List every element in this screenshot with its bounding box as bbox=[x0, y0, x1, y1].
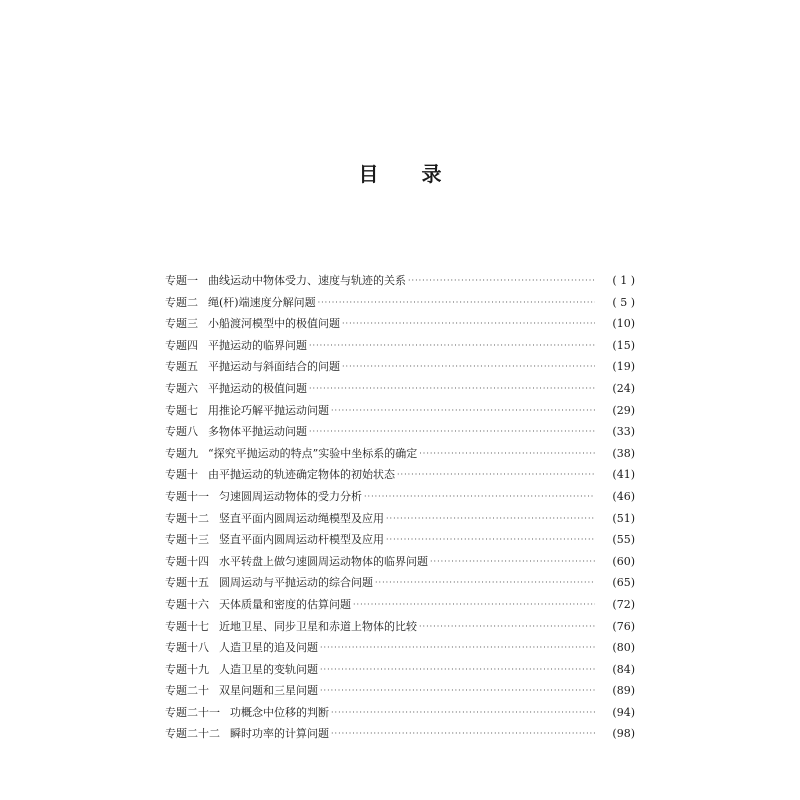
toc-entry-number: 专题四 bbox=[165, 338, 198, 352]
leader-dots bbox=[320, 659, 595, 681]
toc-entry[interactable] bbox=[165, 443, 635, 465]
toc-entry[interactable] bbox=[165, 356, 635, 378]
toc-entry-number: 专题七 bbox=[165, 403, 198, 417]
toc-entry-number: 专题十七 bbox=[165, 619, 209, 633]
leader-dots bbox=[386, 529, 595, 551]
toc-entry-title: 竖直平面内圆周运动绳模型及应用 bbox=[219, 511, 384, 525]
leader-dots bbox=[320, 637, 595, 659]
toc-entry[interactable] bbox=[165, 270, 635, 292]
toc-entry[interactable] bbox=[165, 313, 635, 335]
toc-entry-number: 专题五 bbox=[165, 360, 198, 374]
toc-entry[interactable] bbox=[165, 292, 635, 314]
toc-entry-title: 绳(杆)端速度分解问题 bbox=[208, 295, 316, 309]
toc-entry-title: 瞬时功率的计算问题 bbox=[230, 727, 329, 741]
toc-entry-title: 功概念中位移的判断 bbox=[230, 705, 329, 719]
toc-entry-title: 由平抛运动的轨迹确定物体的初始状态 bbox=[208, 468, 395, 482]
toc-entry-page: ( 94 ) bbox=[597, 702, 635, 724]
toc-entry-title: 平抛运动的临界问题 bbox=[208, 338, 307, 352]
toc-entry-title: 小船渡河模型中的极值问题 bbox=[208, 317, 340, 331]
toc-entry[interactable] bbox=[165, 529, 635, 551]
toc-entry-number: 专题十九 bbox=[165, 662, 209, 676]
toc-entry-title: 圆周运动与平抛运动的综合问题 bbox=[219, 576, 373, 590]
toc-entry[interactable] bbox=[165, 637, 635, 659]
toc-entry-page: ( 84 ) bbox=[597, 659, 635, 681]
toc-entry-page: ( 46 ) bbox=[597, 486, 635, 508]
toc-entry-number: 专题一 bbox=[165, 274, 198, 287]
leader-dots bbox=[397, 464, 595, 486]
toc-entry-title: 天体质量和密度的估算问题 bbox=[219, 597, 351, 611]
toc-entry-number: 专题六 bbox=[165, 381, 198, 395]
toc-entry-page: ( 38 ) bbox=[597, 443, 635, 465]
toc-entry[interactable] bbox=[165, 616, 635, 638]
leader-dots bbox=[419, 616, 595, 638]
toc-entry-number: 专题十六 bbox=[165, 597, 209, 611]
leader-dots bbox=[318, 292, 595, 314]
toc-entry-number: 专题八 bbox=[165, 425, 198, 439]
toc-entry-number: 专题二十二 bbox=[165, 727, 220, 741]
toc-entry-number: 专题十二 bbox=[165, 511, 209, 525]
leader-dots bbox=[353, 594, 595, 616]
toc-entry[interactable] bbox=[165, 378, 635, 400]
toc-entry[interactable] bbox=[165, 723, 635, 745]
toc-entry-page: ( 41 ) bbox=[597, 464, 635, 486]
toc-entry-title: 用推论巧解平抛运动问题 bbox=[208, 403, 329, 417]
toc-entry-number: 专题二十 bbox=[165, 684, 209, 698]
table-of-contents bbox=[165, 270, 635, 745]
toc-entry-page: ( 15 ) bbox=[597, 335, 635, 357]
toc-entry-page: ( 98 ) bbox=[597, 723, 635, 745]
toc-entry[interactable] bbox=[165, 680, 635, 702]
leader-dots bbox=[342, 356, 595, 378]
toc-entry[interactable] bbox=[165, 572, 635, 594]
toc-entry[interactable] bbox=[165, 594, 635, 616]
toc-entry-page: ( 19 ) bbox=[597, 356, 635, 378]
toc-entry[interactable] bbox=[165, 335, 635, 357]
leader-dots bbox=[309, 335, 595, 357]
toc-entry-page: ( 51 ) bbox=[597, 508, 635, 530]
toc-entry-title: 人造卫星的追及问题 bbox=[219, 641, 318, 655]
toc-entry[interactable] bbox=[165, 551, 635, 573]
toc-entry-number: 专题十四 bbox=[165, 554, 209, 568]
toc-entry-title: “探究平抛运动的特点”实验中坐标系的确定 bbox=[208, 446, 418, 460]
toc-entry-page: ( 5 ) bbox=[597, 292, 635, 314]
toc-entry-page: ( 76 ) bbox=[597, 616, 635, 638]
toc-entry[interactable] bbox=[165, 421, 635, 443]
leader-dots bbox=[309, 421, 595, 443]
leader-dots bbox=[419, 443, 595, 465]
toc-entry-number: 专题九 bbox=[165, 446, 198, 460]
toc-entry-number: 专题十八 bbox=[165, 641, 209, 655]
toc-entry-title: 水平转盘上做匀速圆周运动物体的临界问题 bbox=[219, 554, 428, 568]
toc-entry[interactable] bbox=[165, 508, 635, 530]
toc-entry-page: ( 24 ) bbox=[597, 378, 635, 400]
toc-entry-title: 平抛运动与斜面结合的问题 bbox=[208, 360, 340, 374]
leader-dots bbox=[386, 508, 595, 530]
leader-dots bbox=[320, 680, 595, 702]
toc-entry-title: 匀速圆周运动物体的受力分析 bbox=[219, 489, 362, 503]
leader-dots bbox=[309, 378, 595, 400]
toc-entry[interactable] bbox=[165, 659, 635, 681]
toc-entry-number: 专题二 bbox=[165, 295, 198, 309]
toc-entry-title: 人造卫星的变轨问题 bbox=[219, 662, 318, 676]
page-title: 目 录 bbox=[358, 162, 460, 186]
toc-entry-title: 双星问题和三星问题 bbox=[219, 684, 318, 698]
toc-entry-number: 专题十五 bbox=[165, 576, 209, 590]
leader-dots bbox=[331, 702, 595, 724]
toc-entry-page: ( 60 ) bbox=[597, 551, 635, 573]
toc-entry-title: 平抛运动的极值问题 bbox=[208, 381, 307, 395]
toc-entry[interactable] bbox=[165, 464, 635, 486]
leader-dots bbox=[408, 270, 595, 292]
toc-entry-page: ( 80 ) bbox=[597, 637, 635, 659]
toc-entry-page: ( 33 ) bbox=[597, 421, 635, 443]
toc-entry-number: 专题二十一 bbox=[165, 705, 220, 719]
toc-entry-title: 竖直平面内圆周运动杆模型及应用 bbox=[219, 533, 384, 547]
leader-dots bbox=[342, 313, 595, 335]
leader-dots bbox=[430, 551, 595, 573]
toc-entry-number: 专题十一 bbox=[165, 489, 209, 503]
toc-entry-number: 专题十 bbox=[165, 468, 198, 482]
toc-entry-page: ( 65 ) bbox=[597, 572, 635, 594]
toc-entry-page: ( 29 ) bbox=[597, 400, 635, 422]
toc-entry-page: ( 72 ) bbox=[597, 594, 635, 616]
toc-entry-number: 专题十三 bbox=[165, 533, 209, 547]
toc-entry-page: ( 89 ) bbox=[597, 680, 635, 702]
leader-dots bbox=[364, 486, 595, 508]
toc-entry-title: 多物体平抛运动问题 bbox=[208, 425, 307, 439]
toc-entry-page: ( 55 ) bbox=[597, 529, 635, 551]
toc-entry[interactable] bbox=[165, 400, 635, 422]
toc-entry[interactable] bbox=[165, 702, 635, 724]
toc-entry[interactable] bbox=[165, 486, 635, 508]
toc-entry-page: ( 1 ) bbox=[597, 270, 635, 292]
toc-entry-number: 专题三 bbox=[165, 317, 198, 331]
leader-dots bbox=[331, 400, 595, 422]
toc-entry-page: ( 10 ) bbox=[597, 313, 635, 335]
leader-dots bbox=[375, 572, 595, 594]
toc-entry-title: 曲线运动中物体受力、速度与轨迹的关系 bbox=[208, 274, 406, 287]
toc-entry-title: 近地卫星、同步卫星和赤道上物体的比较 bbox=[219, 619, 417, 633]
leader-dots bbox=[331, 723, 595, 745]
